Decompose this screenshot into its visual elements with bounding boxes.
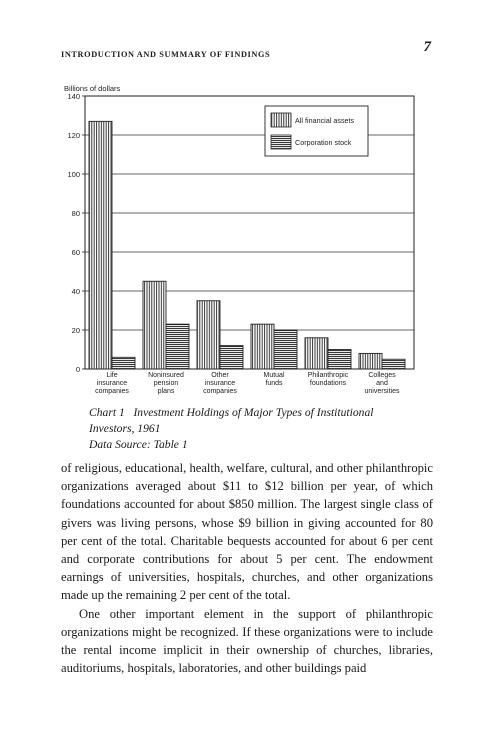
x-category-label: Life — [106, 372, 118, 379]
bar — [251, 324, 274, 369]
y-axis-label: Billions of dollars — [64, 84, 121, 93]
x-category-label: Colleges — [368, 372, 396, 379]
x-category-label: Noninsured — [148, 372, 184, 379]
bars — [89, 121, 405, 369]
x-category-label: universities — [364, 388, 400, 395]
bar — [305, 338, 328, 369]
legend-label: Corporation stock — [295, 138, 352, 147]
y-tick-label: 20 — [71, 325, 80, 335]
running-title: INTRODUCTION AND SUMMARY OF FINDINGS — [61, 50, 271, 59]
caption-source: Data Source: Table 1 — [89, 438, 188, 451]
y-tick-label: 40 — [71, 286, 80, 296]
x-category-label: companies — [95, 388, 129, 395]
paragraph-1: of religious, educational, health, welfare, cultural, and other philanthropic organizations averaged about $11 to $12 billion per year, of which foundations accounted for about $850 million. The largest single class of givers was living persons, whose $9 billion in giving accounted for 80 per cent of the total. Charitable bequests accounted for about 6 per cent and corporate contributions for about 5 per cent. The endowment earnings of universities, hospitals, churches, and other organizations made up the remaining 2 per cent of the total. — [61, 461, 433, 603]
bar — [359, 353, 382, 369]
x-category-labels — [95, 372, 400, 395]
bar — [112, 357, 135, 369]
bar — [197, 301, 220, 369]
x-category-label: insurance — [204, 380, 236, 387]
bar — [274, 330, 297, 369]
x-category-label: funds — [265, 380, 283, 387]
caption-line-2: Investors, 1961 — [89, 422, 161, 435]
x-category-label: Philanthropic — [307, 372, 349, 379]
x-category-label: plans — [157, 388, 175, 395]
y-tick-label: 140 — [67, 91, 80, 101]
x-category-label: foundations — [309, 380, 347, 387]
y-tick-labels — [67, 92, 80, 374]
legend — [265, 106, 368, 156]
bar — [89, 121, 112, 369]
x-category-label: companies — [203, 388, 237, 395]
x-category-label: pension — [153, 380, 179, 387]
y-tick-label: 60 — [71, 247, 80, 257]
bar — [220, 346, 243, 369]
legend-label: All financial assets — [295, 116, 355, 125]
bar — [328, 350, 351, 370]
x-category-label: Mutual — [263, 372, 285, 379]
bar — [382, 359, 405, 369]
body-text — [61, 459, 433, 677]
y-tick-label: 80 — [71, 208, 80, 218]
x-category-label: Other — [211, 372, 229, 379]
chart-caption — [89, 405, 419, 453]
y-tick-label: 100 — [67, 169, 80, 179]
x-category-label: insurance — [96, 380, 128, 387]
legend-swatch — [271, 113, 291, 127]
paragraph-2: One other important element in the support of philanthropic organizations might be recognized. If these organizations were to include the rental income implicit in their ownership of churches, libraries, auditoriums, hospitals, laboratories, and other buildings paid — [61, 606, 433, 676]
x-category-label: and — [376, 380, 388, 387]
bar — [166, 324, 189, 369]
bar — [143, 281, 166, 369]
legend-swatch — [271, 135, 291, 149]
page-number: 7 — [423, 39, 431, 55]
y-tick-label: 120 — [67, 130, 80, 140]
y-tick-label: 0 — [75, 364, 80, 374]
caption-line-1: Chart 1 Investment Holdings of Major Types of Institutional — [89, 406, 374, 419]
